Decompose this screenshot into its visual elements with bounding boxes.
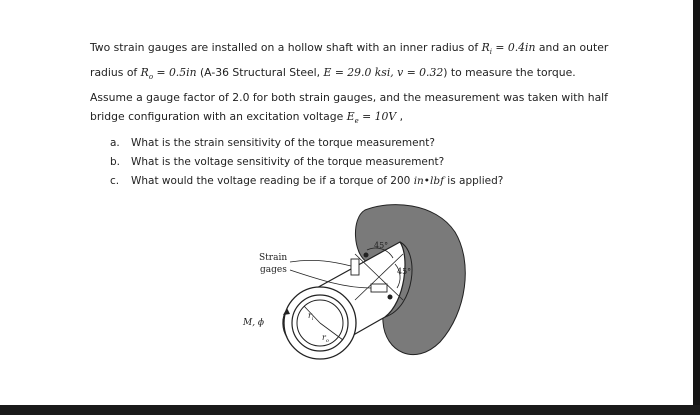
statement-text-3: of: [126, 65, 141, 79]
inner-radius-symbol: $R_i$: [481, 41, 492, 57]
question-list: [110, 134, 503, 191]
angle-label-right: 45°: [397, 267, 412, 276]
question-label: a.: [110, 137, 120, 149]
moment-label: M, ϕ: [243, 318, 265, 328]
excitation-symbol: $E_e$: [346, 110, 359, 126]
statement-end: ,: [396, 110, 404, 124]
strain-gages-label: Strain: [259, 253, 288, 263]
screen-edge: [0, 405, 700, 415]
outer-radius-symbol: $R_o$: [140, 65, 154, 81]
statement-text-2: and an outer radius: [90, 41, 609, 79]
excitation-value: = 10V: [358, 110, 397, 124]
torque-unit: in•lbf: [413, 175, 444, 187]
ro-label: $r_o$: [322, 333, 329, 344]
question-item: [110, 172, 503, 191]
gauge-leader-line: [290, 260, 351, 266]
question-item: [110, 134, 503, 153]
problem-statement: [90, 38, 615, 132]
inner-radius-value: = 0.4in: [491, 41, 536, 54]
ri-label: $r_i$: [308, 311, 314, 322]
shaft-figure: [235, 202, 475, 387]
outer-radius-value: = 0.5in: [153, 65, 197, 79]
question-label: b.: [110, 156, 121, 168]
question-label: c.: [110, 175, 120, 187]
strain-gages-label: gages: [260, 265, 287, 275]
material-text: (A-36 Structural Steel,: [196, 65, 324, 79]
strain-gauge-1: [351, 259, 359, 275]
question-text: What would the voltage reading be if a torque of 200 in•lbf is applied?: [131, 175, 504, 187]
question-item: [110, 153, 503, 172]
modulus-formula: E = 29.0 ksi, v = 0.32: [323, 65, 444, 79]
angle-label-top: 45°: [374, 241, 389, 250]
statement-text-4: ) to measure the torque. Assume a gauge factor of 2.0 for both strain gauges, and the measurement was taken with half bridge configuration with an excitation voltage: [90, 65, 608, 124]
reference-dot: [364, 253, 369, 258]
question-text: What is the voltage sensitivity of the torque measurement?: [131, 156, 445, 168]
question-text: What is the strain sensitivity of the torque measurement?: [131, 137, 435, 149]
reference-dot: [388, 295, 393, 300]
strain-gauge-2: [371, 284, 387, 292]
statement-text-1: Two strain gauges are installed on a hollow shaft with an inner radius of: [90, 41, 482, 54]
